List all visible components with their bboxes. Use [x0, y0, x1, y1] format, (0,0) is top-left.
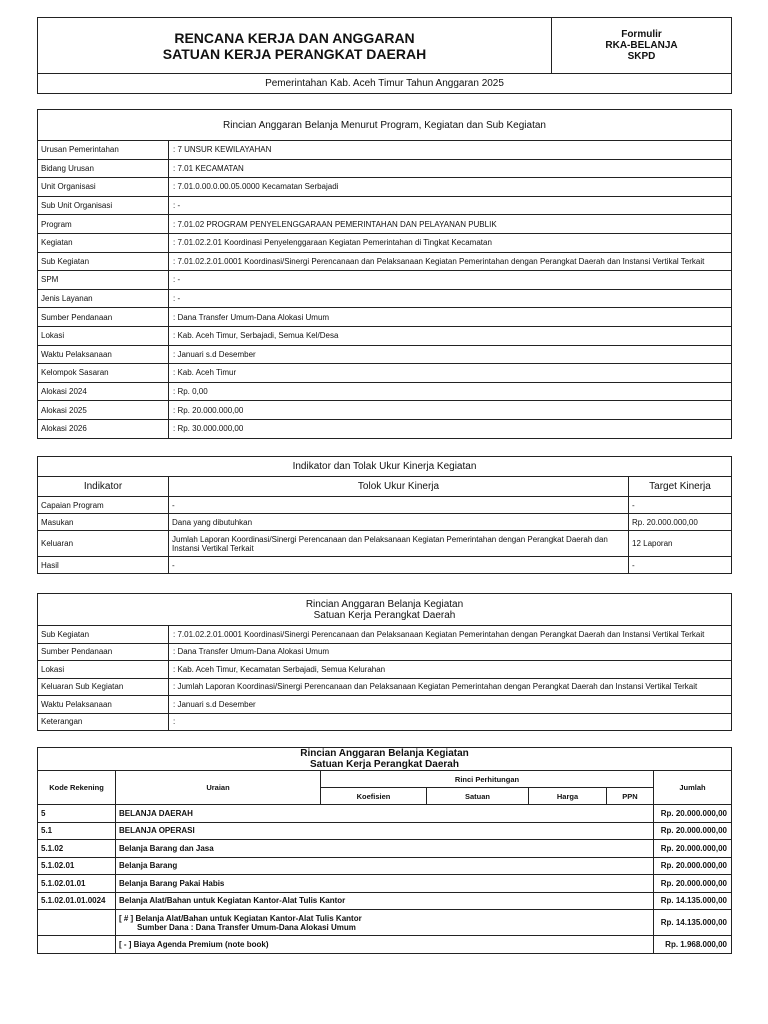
info-label: Kegiatan [38, 233, 169, 252]
title-line-1: RENCANA KERJA DAN ANGGARAN [174, 29, 415, 46]
info-value: : 7 UNSUR KEWILAYAHAN [169, 141, 732, 160]
uraian-cell: [ - ] Biaya Agenda Premium (note book) [116, 936, 654, 954]
indicator-name: Masukan [38, 514, 169, 531]
kode-cell: 5.1.02.01 [38, 857, 116, 875]
info-value: : 7.01.0.00.0.00.05.0000 Kecamatan Serbajadi [169, 178, 732, 197]
tolok-header: Tolok Ukur Kinerja [169, 477, 629, 497]
form-unit: SKPD [627, 51, 656, 62]
target-value: Rp. 20.000.000,00 [629, 514, 732, 531]
info-value: : - [169, 196, 732, 215]
info-value: : 7.01 KECAMATAN [169, 159, 732, 178]
info-label: SPM [38, 271, 169, 290]
kode-cell: 5.1 [38, 822, 116, 840]
detail-value: : 7.01.02.2.01.0001 Koordinasi/Sinergi Perencanaan dan Pelaksanaan Kegiatan Pemerintahan dengan Perangkat Daerah dan Instansi Vertikal Terkait [169, 626, 732, 644]
info-value: : - [169, 271, 732, 290]
activity-detail-table [37, 593, 732, 731]
jumlah-cell: Rp. 14.135.000,00 [654, 892, 732, 910]
form-header [37, 17, 732, 94]
target-value: - [629, 557, 732, 574]
info-label: Program [38, 215, 169, 234]
detail-label: Keluaran Sub Kegiatan [38, 678, 169, 696]
uraian-cell: BELANJA DAERAH [116, 805, 654, 823]
uraian-cell: Belanja Barang dan Jasa [116, 840, 654, 858]
info-label: Bidang Urusan [38, 159, 169, 178]
harga-header: Harga [529, 788, 607, 805]
detail-label: Sumber Pendanaan [38, 643, 169, 661]
detail-value: : Kab. Aceh Timur, Kecamatan Serbajadi, Semua Kelurahan [169, 661, 732, 679]
info-value: : Rp. 0,00 [169, 382, 732, 401]
kode-cell [38, 910, 116, 936]
info-value: : Rp. 30.000.000,00 [169, 419, 732, 438]
uraian-header: Uraian [116, 771, 321, 805]
form-subtitle: Pemerintahan Kab. Aceh Timur Tahun Anggaran 2025 [38, 74, 732, 94]
table-row [38, 936, 732, 954]
info-label: Waktu Pelaksanaan [38, 345, 169, 364]
title-line-2: SATUAN KERJA PERANGKAT DAERAH [162, 45, 427, 62]
tolok-value: Jumlah Laporan Koordinasi/Sinergi Perencanaan dan Pelaksanaan Kegiatan Pemerintahan dengan Perangkat Daerah dan Instansi Vertikal Terkait [169, 531, 629, 557]
uraian-cell: Belanja Barang [116, 857, 654, 875]
ppn-header: PPN [607, 788, 654, 805]
table-row [38, 805, 732, 823]
info-label: Sub Unit Organisasi [38, 196, 169, 215]
info-value: : 7.01.02.2.01 Koordinasi Penyelenggaraan Kegiatan Pemerintahan di Tingkat Kecamatan [169, 233, 732, 252]
jumlah-cell: Rp. 20.000.000,00 [654, 857, 732, 875]
table-row [38, 892, 732, 910]
kode-cell [38, 936, 116, 954]
info-label: Urusan Pemerintahan [38, 141, 169, 160]
detail-value: : Dana Transfer Umum-Dana Alokasi Umum [169, 643, 732, 661]
info-value: : 7.01.02.2.01.0001 Koordinasi/Sinergi Perencanaan dan Pelaksanaan Kegiatan Pemerintahan dengan Perangkat Daerah dan Instansi Vertikal Terkait [169, 252, 732, 271]
indicator-name: Capaian Program [38, 497, 169, 514]
jumlah-cell: Rp. 20.000.000,00 [654, 822, 732, 840]
table-row [38, 822, 732, 840]
kode-cell: 5.1.02.01.01.0024 [38, 892, 116, 910]
kode-cell: 5 [38, 805, 116, 823]
jumlah-cell: Rp. 20.000.000,00 [654, 875, 732, 893]
detail-label: Waktu Pelaksanaan [38, 696, 169, 714]
info-label: Alokasi 2024 [38, 382, 169, 401]
table-row [38, 497, 732, 514]
indicator-name: Keluaran [38, 531, 169, 557]
koefisien-header: Koefisien [321, 788, 427, 805]
form-type: RKA-BELANJA [605, 40, 678, 51]
tolok-value: Dana yang dibutuhkan [169, 514, 629, 531]
info-label: Alokasi 2026 [38, 419, 169, 438]
satuan-header: Satuan [427, 788, 529, 805]
info-value: : Kab. Aceh Timur [169, 364, 732, 383]
table-row [38, 875, 732, 893]
info-value: : Kab. Aceh Timur, Serbajadi, Semua Kel/Desa [169, 326, 732, 345]
info-label: Sumber Pendanaan [38, 308, 169, 327]
form-label: Formulir [621, 29, 662, 40]
info-label: Sub Kegiatan [38, 252, 169, 271]
detail-label: Sub Kegiatan [38, 626, 169, 644]
expenditure-title-line-2: Satuan Kerja Perangkat Daerah [310, 759, 459, 770]
uraian-cell: Belanja Alat/Bahan untuk Kegiatan Kantor-Alat Tulis Kantor [116, 892, 654, 910]
info-value: : - [169, 289, 732, 308]
table-row [38, 857, 732, 875]
info-value: : Rp. 20.000.000,00 [169, 401, 732, 420]
detail-label: Lokasi [38, 661, 169, 679]
activity-title-line-2: Satuan Kerja Perangkat Daerah [313, 609, 456, 621]
uraian-group-cell [116, 910, 654, 936]
info-label: Alokasi 2025 [38, 401, 169, 420]
info-label: Jenis Layanan [38, 289, 169, 308]
rinci-header: Rinci Perhitungan [321, 771, 654, 788]
program-info-table [37, 109, 732, 439]
table-row [38, 514, 732, 531]
table-row [38, 840, 732, 858]
group-title: [ # ] Belanja Alat/Bahan untuk Kegiatan Kantor-Alat Tulis Kantor [119, 913, 362, 923]
target-value: - [629, 497, 732, 514]
detail-value: : Jumlah Laporan Koordinasi/Sinergi Perencanaan dan Pelaksanaan Kegiatan Pemerintahan dengan Perangkat Daerah dan Instansi Vertikal Terkait [169, 678, 732, 696]
uraian-cell: Belanja Barang Pakai Habis [116, 875, 654, 893]
activity-title-line-1: Rincian Anggaran Belanja Kegiatan [305, 598, 464, 610]
form-code [552, 18, 732, 74]
kode-cell: 5.1.02.01.01 [38, 875, 116, 893]
indicator-header: Indikator [38, 477, 169, 497]
detail-label: Keterangan [38, 713, 169, 731]
tolok-value: - [169, 557, 629, 574]
group-source: Sumber Dana : Dana Transfer Umum-Dana Alokasi Umum [137, 922, 356, 932]
jumlah-cell: Rp. 14.135.000,00 [654, 910, 732, 936]
jumlah-header: Jumlah [654, 771, 732, 805]
indicator-name: Hasil [38, 557, 169, 574]
target-header: Target Kinerja [629, 477, 732, 497]
expenditure-table [37, 747, 732, 954]
info-label: Kelompok Sasaran [38, 364, 169, 383]
info-value: : Januari s.d Desember [169, 345, 732, 364]
info-value: : Dana Transfer Umum-Dana Alokasi Umum [169, 308, 732, 327]
info-label: Unit Organisasi [38, 178, 169, 197]
tolok-value: - [169, 497, 629, 514]
kode-header: Kode Rekening [38, 771, 116, 805]
uraian-cell: BELANJA OPERASI [116, 822, 654, 840]
table-row [38, 531, 732, 557]
info-label: Lokasi [38, 326, 169, 345]
jumlah-cell: Rp. 20.000.000,00 [654, 840, 732, 858]
activity-detail-title [38, 594, 732, 626]
program-info-title: Rincian Anggaran Belanja Menurut Program, Kegiatan dan Sub Kegiatan [38, 110, 732, 141]
jumlah-cell: Rp. 1.968.000,00 [654, 936, 732, 954]
expenditure-title [38, 748, 732, 771]
table-row [38, 557, 732, 574]
kode-cell: 5.1.02 [38, 840, 116, 858]
detail-value: : [169, 713, 732, 731]
jumlah-cell: Rp. 20.000.000,00 [654, 805, 732, 823]
detail-value: : Januari s.d Desember [169, 696, 732, 714]
info-value: : 7.01.02 PROGRAM PENYELENGGARAAN PEMERINTAHAN DAN PELAYANAN PUBLIK [169, 215, 732, 234]
form-title [38, 18, 552, 74]
expenditure-title-line-1: Rincian Anggaran Belanja Kegiatan [300, 748, 469, 759]
target-value: 12 Laporan [629, 531, 732, 557]
table-row [38, 910, 732, 936]
indicator-title: Indikator dan Tolak Ukur Kinerja Kegiatan [38, 457, 732, 477]
indicator-table [37, 456, 732, 574]
